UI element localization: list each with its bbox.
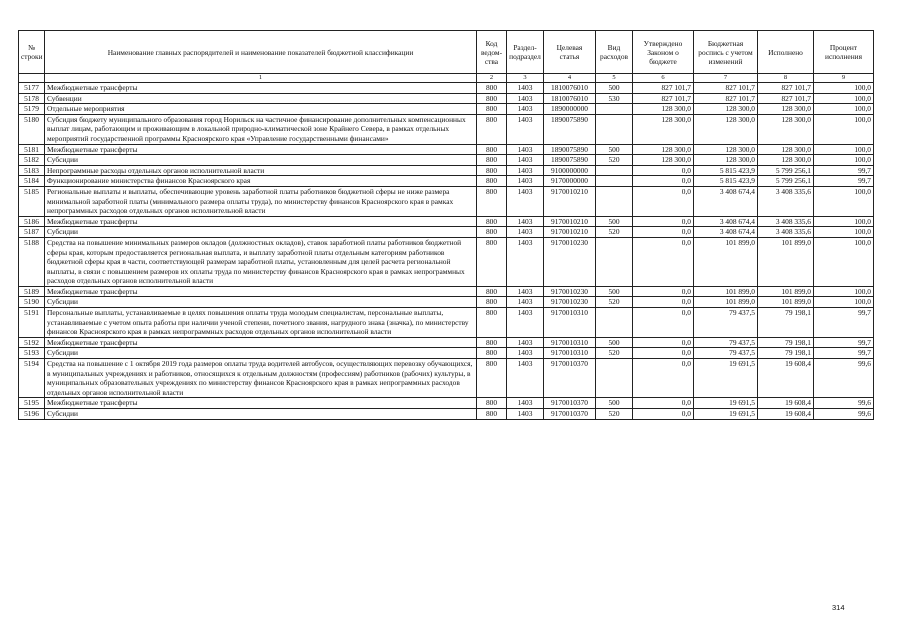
budget-schedule-cell: 19 691,5 xyxy=(694,398,758,409)
department-code-cell: 800 xyxy=(477,155,507,166)
name-cell: Межбюджетные трансферты xyxy=(45,144,477,155)
column-number xyxy=(19,74,45,83)
department-code-cell: 800 xyxy=(477,186,507,216)
expense-type-cell xyxy=(596,165,633,176)
percent-cell: 100,0 xyxy=(814,93,874,104)
target-article-cell: 9170010370 xyxy=(544,359,596,398)
executed-cell: 128 300,0 xyxy=(758,114,814,144)
target-article-cell: 9170010210 xyxy=(544,216,596,227)
target-article-cell: 9170010310 xyxy=(544,308,596,338)
expense-type-cell xyxy=(596,186,633,216)
target-article-cell: 9170010370 xyxy=(544,409,596,420)
department-code-cell: 800 xyxy=(477,83,507,94)
table-row xyxy=(19,398,874,409)
table-row xyxy=(19,114,874,144)
budget-schedule-cell: 5 815 423,9 xyxy=(694,176,758,187)
budget-schedule-cell: 827 101,7 xyxy=(694,83,758,94)
percent-cell: 100,0 xyxy=(814,297,874,308)
approved-cell: 0,0 xyxy=(633,297,694,308)
column-number: 8 xyxy=(758,74,814,83)
row-number-cell: 5190 xyxy=(19,297,45,308)
expense-type-cell: 520 xyxy=(596,297,633,308)
section-cell: 1403 xyxy=(507,114,544,144)
table-row xyxy=(19,308,874,338)
department-code-cell: 800 xyxy=(477,337,507,348)
target-article-cell: 1890000000 xyxy=(544,104,596,115)
percent-cell: 99,7 xyxy=(814,308,874,338)
table-body xyxy=(19,83,874,420)
approved-cell: 128 300,0 xyxy=(633,104,694,115)
header-section: Раздел-подраздел xyxy=(507,31,544,74)
expense-type-cell xyxy=(596,176,633,187)
target-article-cell: 1890075890 xyxy=(544,155,596,166)
row-number-cell: 5179 xyxy=(19,104,45,115)
budget-schedule-cell: 79 437,5 xyxy=(694,337,758,348)
percent-cell: 99,7 xyxy=(814,348,874,359)
row-number-cell: 5178 xyxy=(19,93,45,104)
row-number-cell: 5189 xyxy=(19,286,45,297)
executed-cell: 3 408 335,6 xyxy=(758,216,814,227)
header-executed: Исполнено xyxy=(758,31,814,74)
budget-schedule-cell: 79 437,5 xyxy=(694,308,758,338)
target-article-cell: 1810076010 xyxy=(544,93,596,104)
percent-cell: 100,0 xyxy=(814,114,874,144)
budget-schedule-cell: 19 691,5 xyxy=(694,409,758,420)
table-row xyxy=(19,186,874,216)
header-row xyxy=(19,31,874,74)
column-number: 3 xyxy=(507,74,544,83)
expense-type-cell: 500 xyxy=(596,144,633,155)
row-number-cell: 5191 xyxy=(19,308,45,338)
column-number: 2 xyxy=(477,74,507,83)
table-row xyxy=(19,155,874,166)
name-cell: Субвенции xyxy=(45,93,477,104)
name-cell: Межбюджетные трансферты xyxy=(45,216,477,227)
section-cell: 1403 xyxy=(507,409,544,420)
percent-cell: 100,0 xyxy=(814,104,874,115)
budget-schedule-cell: 128 300,0 xyxy=(694,144,758,155)
approved-cell: 0,0 xyxy=(633,186,694,216)
name-cell: Средства на повышение с 1 октября 2019 года размеров оплаты труда водителей автобусов, осуществляющих перевозку обучающихся, в муниципальных учреждениях и работников, относящихся к отдельным должностям (профессиям) работников (рабочих) культуры, в муниципальных образовательных учреждениях по министерству финансов Красноярского края в рамках непрограммных расходов отдельных органов исполнительной власти xyxy=(45,359,477,398)
expense-type-cell: 520 xyxy=(596,348,633,359)
executed-cell: 128 300,0 xyxy=(758,104,814,115)
budget-schedule-cell: 5 815 423,9 xyxy=(694,165,758,176)
percent-cell: 99,7 xyxy=(814,165,874,176)
department-code-cell: 800 xyxy=(477,227,507,238)
table-row xyxy=(19,337,874,348)
approved-cell: 0,0 xyxy=(633,359,694,398)
name-cell: Непрограммные расходы отдельных органов исполнительной власти xyxy=(45,165,477,176)
percent-cell: 100,0 xyxy=(814,155,874,166)
row-number-cell: 5185 xyxy=(19,186,45,216)
row-number-cell: 5183 xyxy=(19,165,45,176)
column-number: 4 xyxy=(544,74,596,83)
table-row xyxy=(19,227,874,238)
executed-cell: 827 101,7 xyxy=(758,93,814,104)
executed-cell: 79 198,1 xyxy=(758,348,814,359)
budget-schedule-cell: 3 408 674,4 xyxy=(694,216,758,227)
table-row xyxy=(19,144,874,155)
budget-schedule-cell: 827 101,7 xyxy=(694,93,758,104)
department-code-cell: 800 xyxy=(477,308,507,338)
executed-cell: 19 608,4 xyxy=(758,359,814,398)
budget-schedule-cell: 101 899,0 xyxy=(694,237,758,286)
target-article-cell: 9170000000 xyxy=(544,176,596,187)
column-number: 9 xyxy=(814,74,874,83)
department-code-cell: 800 xyxy=(477,398,507,409)
executed-cell: 101 899,0 xyxy=(758,286,814,297)
budget-schedule-cell: 3 408 674,4 xyxy=(694,227,758,238)
expense-type-cell: 500 xyxy=(596,337,633,348)
budget-table xyxy=(18,30,874,420)
budget-schedule-cell: 3 408 674,4 xyxy=(694,186,758,216)
approved-cell: 827 101,7 xyxy=(633,83,694,94)
executed-cell: 101 899,0 xyxy=(758,297,814,308)
percent-cell: 99,6 xyxy=(814,359,874,398)
budget-schedule-cell: 128 300,0 xyxy=(694,114,758,144)
percent-cell: 99,6 xyxy=(814,398,874,409)
target-article-cell: 9170010210 xyxy=(544,186,596,216)
department-code-cell: 800 xyxy=(477,176,507,187)
column-number: 1 xyxy=(45,74,477,83)
target-article-cell: 9170010230 xyxy=(544,297,596,308)
percent-cell: 100,0 xyxy=(814,286,874,297)
expense-type-cell: 500 xyxy=(596,286,633,297)
expense-type-cell xyxy=(596,359,633,398)
name-cell: Межбюджетные трансферты xyxy=(45,83,477,94)
table-row xyxy=(19,348,874,359)
table-row xyxy=(19,297,874,308)
column-number-row xyxy=(19,74,874,83)
department-code-cell: 800 xyxy=(477,114,507,144)
target-article-cell: 9100000000 xyxy=(544,165,596,176)
expense-type-cell: 520 xyxy=(596,227,633,238)
name-cell: Региональные выплаты и выплаты, обеспечивающие уровень заработной платы работников бюджетной сферы не ниже размера минимальной заработной платы (минимального размера оплаты труда), по министерству финансов Красноярского края в рамках непрограммных расходов отдельных органов исполнительной власти xyxy=(45,186,477,216)
budget-schedule-cell: 101 899,0 xyxy=(694,297,758,308)
row-number-cell: 5184 xyxy=(19,176,45,187)
name-cell: Персональные выплаты, устанавливаемые в целях повышения оплаты труда молодым специалистам, персональные выплаты, устанавливаемые с учетом опыта работы при наличии ученой степени, почетного звания, нагрудного знака (значка), по министерству финансов Красноярского края в рамках непрограммных расходов отдельных органов исполнительной власти xyxy=(45,308,477,338)
section-cell: 1403 xyxy=(507,83,544,94)
department-code-cell: 800 xyxy=(477,104,507,115)
executed-cell: 79 198,1 xyxy=(758,308,814,338)
approved-cell: 0,0 xyxy=(633,237,694,286)
column-number: 5 xyxy=(596,74,633,83)
department-code-cell: 800 xyxy=(477,144,507,155)
name-cell: Отдельные мероприятия xyxy=(45,104,477,115)
approved-cell: 128 300,0 xyxy=(633,155,694,166)
expense-type-cell xyxy=(596,114,633,144)
row-number-cell: 5177 xyxy=(19,83,45,94)
expense-type-cell xyxy=(596,308,633,338)
name-cell: Межбюджетные трансферты xyxy=(45,337,477,348)
section-cell: 1403 xyxy=(507,297,544,308)
approved-cell: 0,0 xyxy=(633,348,694,359)
executed-cell: 101 899,0 xyxy=(758,237,814,286)
approved-cell: 0,0 xyxy=(633,165,694,176)
table-row xyxy=(19,176,874,187)
row-number-cell: 5187 xyxy=(19,227,45,238)
section-cell: 1403 xyxy=(507,144,544,155)
department-code-cell: 800 xyxy=(477,216,507,227)
name-cell: Субсидии xyxy=(45,297,477,308)
department-code-cell: 800 xyxy=(477,348,507,359)
approved-cell: 0,0 xyxy=(633,286,694,297)
target-article-cell: 9170010370 xyxy=(544,398,596,409)
name-cell: Субсидии xyxy=(45,227,477,238)
department-code-cell: 800 xyxy=(477,237,507,286)
section-cell: 1403 xyxy=(507,155,544,166)
section-cell: 1403 xyxy=(507,104,544,115)
budget-schedule-cell: 128 300,0 xyxy=(694,155,758,166)
section-cell: 1403 xyxy=(507,348,544,359)
name-cell: Субсидии xyxy=(45,155,477,166)
section-cell: 1403 xyxy=(507,216,544,227)
page-number: 314 xyxy=(832,603,845,612)
percent-cell: 100,0 xyxy=(814,227,874,238)
percent-cell: 99,7 xyxy=(814,176,874,187)
percent-cell: 100,0 xyxy=(814,186,874,216)
name-cell: Функционирование министерства финансов Красноярского края xyxy=(45,176,477,187)
row-number-cell: 5195 xyxy=(19,398,45,409)
approved-cell: 827 101,7 xyxy=(633,93,694,104)
table-row xyxy=(19,216,874,227)
expense-type-cell: 500 xyxy=(596,83,633,94)
name-cell: Межбюджетные трансферты xyxy=(45,286,477,297)
section-cell: 1403 xyxy=(507,186,544,216)
table-row xyxy=(19,104,874,115)
expense-type-cell: 530 xyxy=(596,93,633,104)
approved-cell: 0,0 xyxy=(633,216,694,227)
section-cell: 1403 xyxy=(507,337,544,348)
row-number-cell: 5180 xyxy=(19,114,45,144)
target-article-cell: 1890075890 xyxy=(544,114,596,144)
column-number: 6 xyxy=(633,74,694,83)
approved-cell: 0,0 xyxy=(633,409,694,420)
table-header xyxy=(19,31,874,83)
expense-type-cell xyxy=(596,104,633,115)
section-cell: 1403 xyxy=(507,398,544,409)
name-cell: Средства на повышение минимальных размеров окладов (должностных окладов), ставок заработной платы работников бюджетной сферы края, которым предоставляется региональная выплата, и выплату заработной платы отдельным категориям работников бюджетной сферы края в части, соответствующей размерам заработной платы, установленным для целей расчета региональной выплаты, в связи с повышением размеров их оплаты труда по министерству финансов Красноярского края в рамках непрограммных расходов отдельных органов исполнительной власти xyxy=(45,237,477,286)
name-cell: Субсидии xyxy=(45,409,477,420)
budget-schedule-cell: 128 300,0 xyxy=(694,104,758,115)
approved-cell: 0,0 xyxy=(633,308,694,338)
section-cell: 1403 xyxy=(507,165,544,176)
table-row xyxy=(19,165,874,176)
expense-type-cell xyxy=(596,237,633,286)
approved-cell: 0,0 xyxy=(633,337,694,348)
header-approved: Утверждено Законом о бюджете xyxy=(633,31,694,74)
table-row xyxy=(19,359,874,398)
table-row xyxy=(19,409,874,420)
approved-cell: 128 300,0 xyxy=(633,144,694,155)
executed-cell: 128 300,0 xyxy=(758,155,814,166)
budget-schedule-cell: 19 691,5 xyxy=(694,359,758,398)
department-code-cell: 800 xyxy=(477,165,507,176)
row-number-cell: 5181 xyxy=(19,144,45,155)
target-article-cell: 9170010230 xyxy=(544,286,596,297)
target-article-cell: 9170010310 xyxy=(544,348,596,359)
executed-cell: 5 799 256,1 xyxy=(758,165,814,176)
row-number-cell: 5194 xyxy=(19,359,45,398)
section-cell: 1403 xyxy=(507,176,544,187)
header-percent: Процент исполнения xyxy=(814,31,874,74)
percent-cell: 99,6 xyxy=(814,409,874,420)
header-budget-schedule: Бюджетная роспись с учетом изменений xyxy=(694,31,758,74)
section-cell: 1403 xyxy=(507,237,544,286)
department-code-cell: 800 xyxy=(477,93,507,104)
approved-cell: 0,0 xyxy=(633,398,694,409)
section-cell: 1403 xyxy=(507,93,544,104)
approved-cell: 0,0 xyxy=(633,176,694,187)
header-department-code: Код ведом-ства xyxy=(477,31,507,74)
percent-cell: 99,7 xyxy=(814,337,874,348)
target-article-cell: 9170010230 xyxy=(544,237,596,286)
target-article-cell: 1810076010 xyxy=(544,83,596,94)
target-article-cell: 1890075890 xyxy=(544,144,596,155)
header-expense-type: Вид расходов xyxy=(596,31,633,74)
expense-type-cell: 500 xyxy=(596,216,633,227)
expense-type-cell: 520 xyxy=(596,409,633,420)
section-cell: 1403 xyxy=(507,359,544,398)
executed-cell: 3 408 335,6 xyxy=(758,186,814,216)
table-row xyxy=(19,83,874,94)
section-cell: 1403 xyxy=(507,308,544,338)
department-code-cell: 800 xyxy=(477,286,507,297)
section-cell: 1403 xyxy=(507,286,544,297)
target-article-cell: 9170010310 xyxy=(544,337,596,348)
section-cell: 1403 xyxy=(507,227,544,238)
name-cell: Субсидии xyxy=(45,348,477,359)
executed-cell: 827 101,7 xyxy=(758,83,814,94)
row-number-cell: 5186 xyxy=(19,216,45,227)
budget-schedule-cell: 79 437,5 xyxy=(694,348,758,359)
department-code-cell: 800 xyxy=(477,409,507,420)
executed-cell: 128 300,0 xyxy=(758,144,814,155)
expense-type-cell: 500 xyxy=(596,398,633,409)
row-number-cell: 5196 xyxy=(19,409,45,420)
table-row xyxy=(19,286,874,297)
department-code-cell: 800 xyxy=(477,359,507,398)
executed-cell: 19 608,4 xyxy=(758,409,814,420)
header-row-number: № строки xyxy=(19,31,45,74)
percent-cell: 100,0 xyxy=(814,216,874,227)
table-row xyxy=(19,93,874,104)
percent-cell: 100,0 xyxy=(814,144,874,155)
expense-type-cell: 520 xyxy=(596,155,633,166)
executed-cell: 5 799 256,1 xyxy=(758,176,814,187)
target-article-cell: 9170010210 xyxy=(544,227,596,238)
executed-cell: 3 408 335,6 xyxy=(758,227,814,238)
column-number: 7 xyxy=(694,74,758,83)
executed-cell: 79 198,1 xyxy=(758,337,814,348)
percent-cell: 100,0 xyxy=(814,237,874,286)
table-row xyxy=(19,237,874,286)
budget-schedule-cell: 101 899,0 xyxy=(694,286,758,297)
department-code-cell: 800 xyxy=(477,297,507,308)
header-name: Наименование главных распорядителей и наименование показателей бюджетной классификации xyxy=(45,31,477,74)
approved-cell: 0,0 xyxy=(633,227,694,238)
executed-cell: 19 608,4 xyxy=(758,398,814,409)
row-number-cell: 5182 xyxy=(19,155,45,166)
row-number-cell: 5193 xyxy=(19,348,45,359)
row-number-cell: 5188 xyxy=(19,237,45,286)
name-cell: Субсидия бюджету муниципального образования город Норильск на частичное финансирование дополнительных компенсационных выплат лицам, работающим и проживающим в локальной природно-климатической зоне Крайнего Севера, в рамках отдельных мероприятий государственной программы Красноярского края «Управление государственными финансами» xyxy=(45,114,477,144)
percent-cell: 100,0 xyxy=(814,83,874,94)
approved-cell: 128 300,0 xyxy=(633,114,694,144)
header-target-article: Целевая статья xyxy=(544,31,596,74)
name-cell: Межбюджетные трансферты xyxy=(45,398,477,409)
row-number-cell: 5192 xyxy=(19,337,45,348)
